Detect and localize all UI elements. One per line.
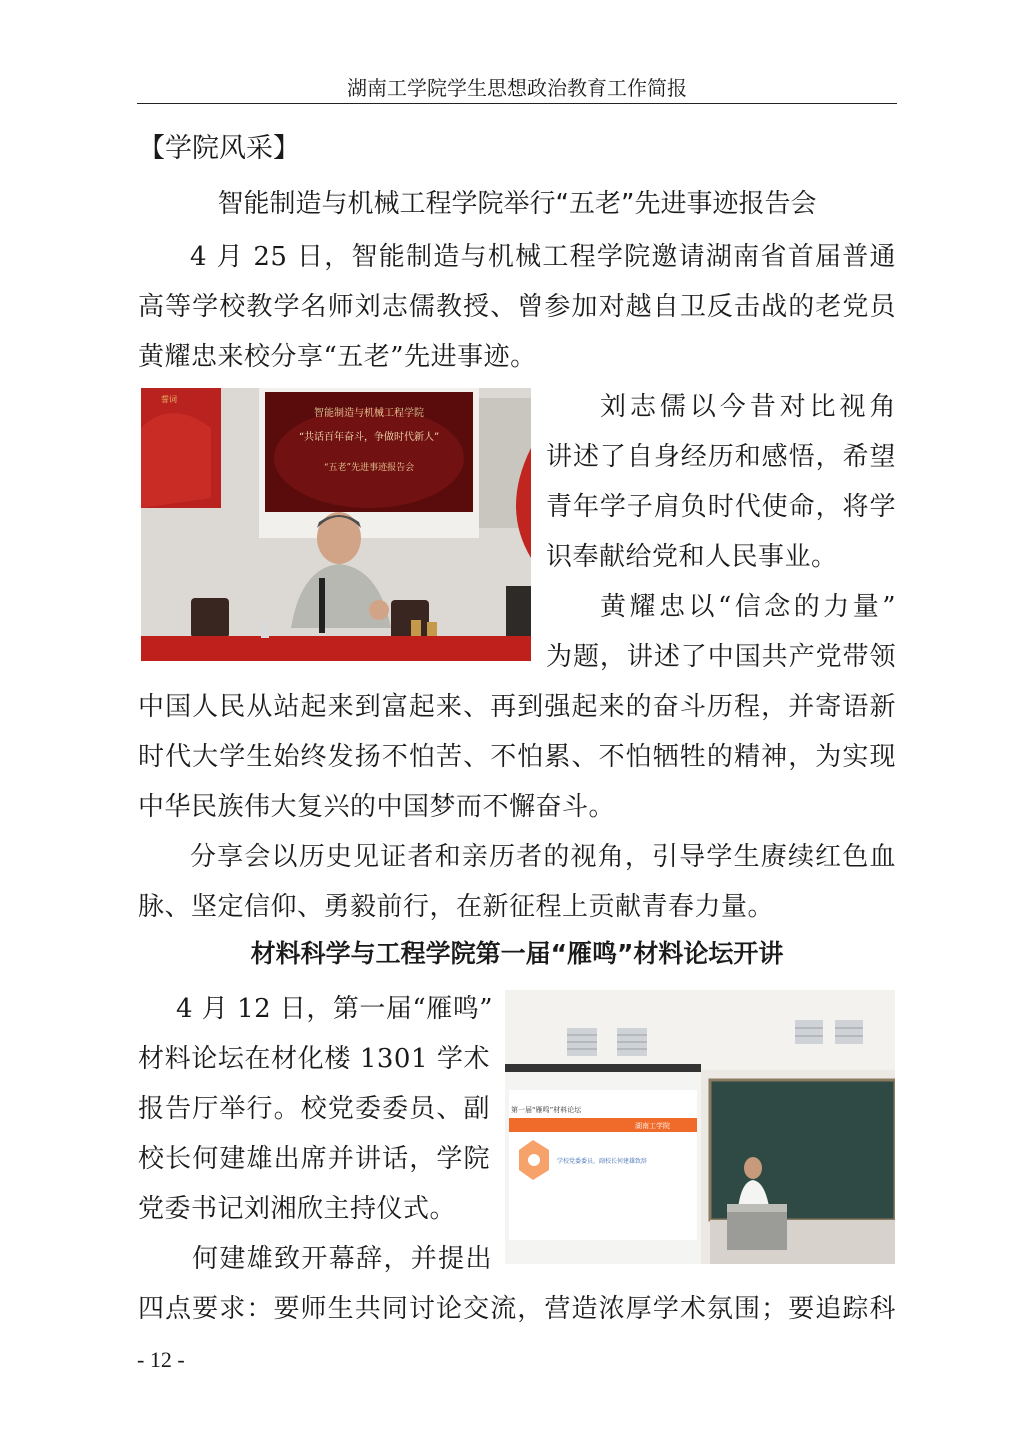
event-photo-forum [505, 990, 895, 1264]
article1-line: 高等学校教学名师刘志儒教授、曾参加对越自卫反击战的老党员 [138, 292, 896, 322]
article2-line: 校长何建雄出席并讲话，学院 [138, 1144, 490, 1174]
header-divider [137, 103, 897, 104]
article1-line: 黄耀忠以“信念的力量” [600, 592, 896, 622]
photo1-screen-line3: “五老”先进事迹报告会 [323, 463, 415, 473]
header-title: 湖南工学院学生思想政治教育工作简报 [347, 76, 687, 100]
article1-line: 为题，讲述了中国共产党带领 [546, 642, 896, 672]
article2-line: 材料论坛在材化楼 1301 学术 [138, 1044, 490, 1074]
article2-title: 材料科学与工程学院第一届“雁鸣”材料论坛开讲 [250, 939, 784, 968]
photo2-slide-header: 第一届“雁鸣”材料论坛 [511, 1106, 582, 1114]
article2-line: 报告厅举行。校党委委员、副 [138, 1094, 490, 1124]
article1-title: 智能制造与机械工程学院举行“五老”先进事迹报告会 [217, 189, 817, 219]
article1-line: 4 月 25 日，智能制造与机械工程学院邀请湖南省首届普通 [190, 242, 896, 272]
event-photo-report-meeting [141, 388, 531, 661]
article1-line: 时代大学生始终发扬不怕苦、不怕累、不怕牺牲的精神，为实现 [138, 742, 896, 772]
article2-line: 4 月 12 日，第一届“雁鸣” [176, 994, 494, 1024]
article2-line: 四点要求：要师生共同讨论交流，营造浓厚学术氛围；要追踪科 [138, 1294, 896, 1324]
article1-line: 识奉献给党和人民事业。 [546, 542, 838, 572]
article2-line: 党委书记刘湘欣主持仪式。 [138, 1194, 457, 1224]
page-number: - 12 - [137, 1347, 185, 1372]
article1-line: 青年学子肩负时代使命，将学 [546, 492, 896, 522]
article1-line: 分享会以历史见证者和亲历者的视角，引导学生赓续红色血 [190, 842, 896, 872]
photo2-slide-text: 学校党委委员，副校长何建雄致辞 [557, 1158, 648, 1165]
article1-line: 脉、坚定信仰、勇毅前行，在新征程上贡献青春力量。 [138, 892, 775, 922]
article1-line: 黄耀忠来校分享“五老”先进事迹。 [138, 342, 537, 372]
article1-line: 讲述了自身经历和感悟，希望 [546, 442, 896, 472]
photo1-screen-line1: 智能制造与机械工程学院 [314, 408, 424, 419]
article1-line: 刘志儒以今昔对比视角 [600, 392, 896, 422]
section-label: 【学院风采】 [138, 133, 300, 164]
photo2-slide-logo: 湖南工学院 [635, 1122, 670, 1130]
article1-line: 中国人民从站起来到富起来、再到强起来的奋斗历程，并寄语新 [138, 692, 896, 722]
photo1-panel-title: 誓词 [161, 395, 177, 404]
photo1-screen-line2: “共话百年奋斗，争做时代新人” [298, 432, 440, 443]
article2-line: 何建雄致开幕辞，并提出 [192, 1244, 492, 1274]
article1-line: 中华民族伟大复兴的中国梦而不懈奋斗。 [138, 792, 616, 822]
